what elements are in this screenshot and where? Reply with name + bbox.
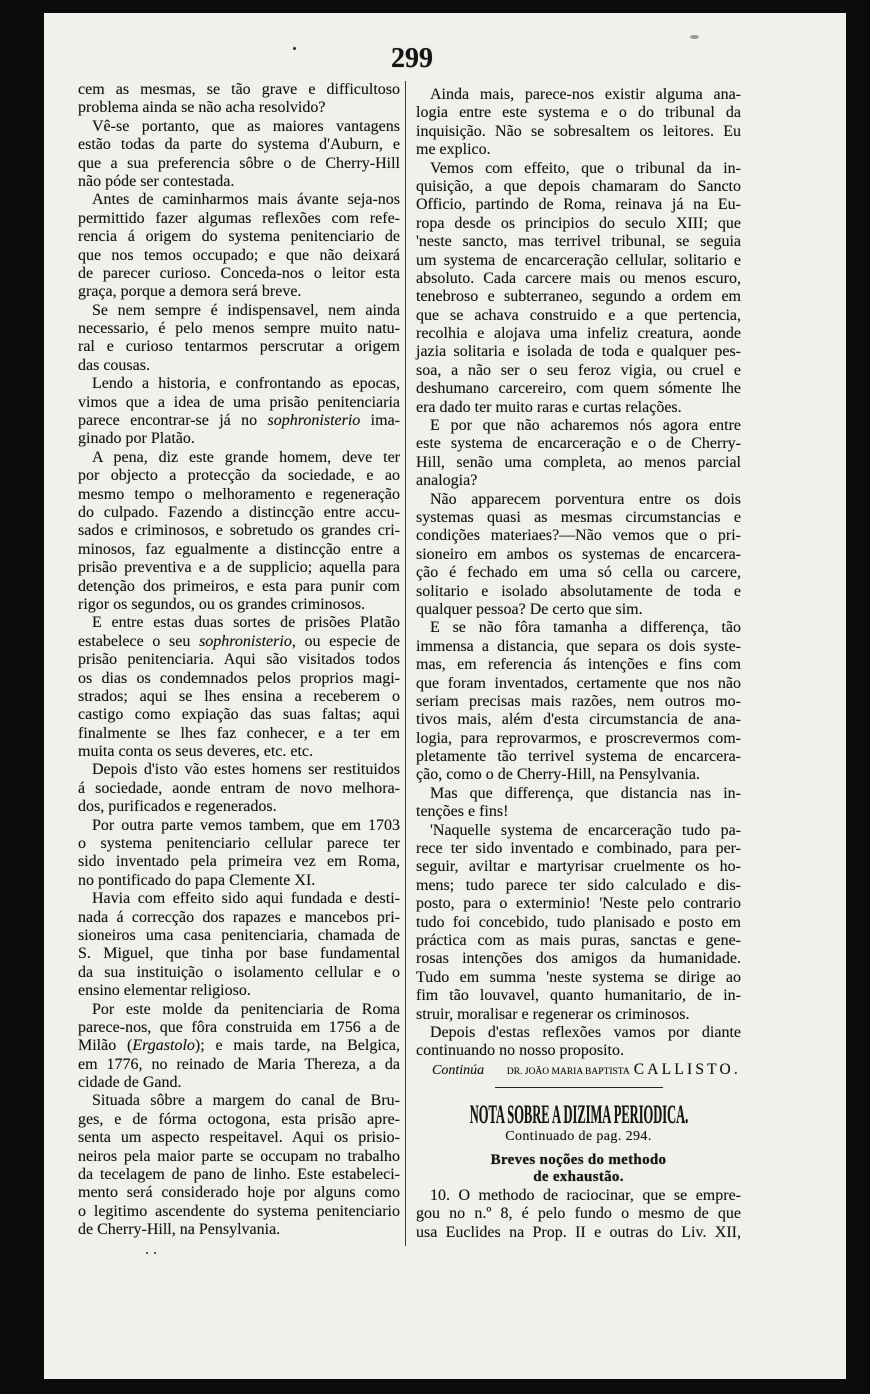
text-line: de Cherry-Hill, na Pensylvania.	[78, 1221, 281, 1239]
text-line: castigo como expiação das suas faltas; aqui	[78, 706, 400, 724]
text-line: era dado ter muito raras e curtas relações.	[416, 398, 682, 416]
text-line: qualquer pessoa? De certo que sim.	[416, 600, 643, 618]
text-line: seriam precisas mais razões, nem outros mo-	[416, 692, 741, 710]
italic-text: Ergastolo	[132, 1037, 195, 1055]
text-line: Por este molde da penitenciaria de Roma	[92, 1000, 400, 1018]
text-line: á sociedade, aonde entram de novo melhora-	[78, 779, 400, 797]
text-line: os dias os condemnados pelos proprios magi-	[78, 669, 400, 687]
text-line: E se não fôra tamanha a differença, tão	[430, 619, 741, 637]
paragraph	[416, 785, 741, 822]
text-line: Mas que differença, que distancia nas in-	[430, 784, 741, 802]
text-line: estão todas da parte do systema d'Auburn, e	[78, 136, 400, 154]
text-line: vimos que a idea de uma prisão penitenciaria	[78, 393, 400, 411]
paragraph	[78, 302, 400, 376]
text-line: ges, e de fórma octogona, esta prisão apre-	[78, 1110, 400, 1128]
text-segment: Milão (	[78, 1037, 133, 1055]
text-line: rosas intenções dos amigos da humanidade.	[416, 950, 741, 968]
text-line: ropa desde os principios do seculo XIII; que	[416, 214, 741, 232]
text-line: práctica com as mais puras, sanctas e gene-	[416, 931, 741, 949]
continued-note: Continúa	[432, 1062, 485, 1078]
text-line: Depois d'isto vão estes homens ser restituidos	[92, 761, 400, 779]
text-line: que nos temos occupado; e que não deixará	[78, 246, 400, 264]
text-line: senta um aspecto respeitavel. Aqui os prisio-	[78, 1129, 400, 1147]
text-line: de parecer curioso. Conceda-nos o leitor esta	[78, 264, 400, 282]
text-line: ral e curioso tentarmos perscrutar a origem	[78, 338, 400, 356]
text-line: da sua instituição o isolamento cellular e o	[78, 963, 400, 981]
text-line: necessario, é pelo menos sempre muito natu-	[78, 320, 400, 338]
text-line: 'neste sancto, mas terrivel tribunal, se seguia	[416, 233, 741, 251]
text-line: muita conta os seus deveres, etc. etc.	[78, 743, 314, 761]
text-line: sados e criminosos, e sobretudo os grandes cri-	[78, 522, 400, 540]
text-line: mas, em referencia ás intenções e fins com	[416, 656, 741, 674]
scan-speck	[690, 35, 699, 39]
text-line: parece-nos, que fôra construida em 1756 a de	[78, 1018, 400, 1036]
text-line: Ainda mais, parece-nos existir alguma ana-	[430, 86, 741, 103]
text-line: usa Euclides na Prop. II e outras do Liv. XII,	[416, 1223, 741, 1241]
text-segment: , ou especie de	[291, 632, 400, 650]
text-line: dos, purificados e regenerados.	[78, 798, 277, 816]
text-line: ção, como o de Cherry-Hill, na Pensylvania.	[416, 766, 700, 784]
text-line: continuando no nosso proposito.	[416, 1042, 624, 1060]
text-line	[78, 412, 400, 430]
text-line: A pena, diz este grande homem, deve ter	[92, 448, 400, 466]
text-segment: parece encontrar-se já no	[78, 412, 268, 430]
paragraph	[78, 81, 400, 118]
text-line: ção é fechado em uma só cella ou carcere,	[416, 564, 741, 582]
author-given-names: DR. JOÃO MARIA BAPTISTA	[506, 1066, 630, 1077]
article-body	[416, 86, 741, 1061]
text-line: pletamente tão terrivel systema de encarcera-	[416, 748, 741, 766]
text-line: deshumano carcereiro, com quem sómente lhe	[416, 380, 741, 398]
text-line: Havia com effeito sido aqui fundada e desti-	[92, 890, 400, 908]
text-line: 10. O methodo de raciocinar, que se empre-	[430, 1186, 741, 1204]
text-line: 'Naquelle systema de encarceração tudo pa-	[430, 821, 741, 839]
text-line: fim tão louvavel, quanto humanitario, de in-	[416, 987, 741, 1005]
paragraph	[416, 86, 741, 160]
text-line: recolhia e alojava uma infeliz creatura, aonde	[416, 325, 741, 343]
subtitle-line: Breves noções do methodo	[490, 1151, 667, 1168]
text-line: ginado por Platão.	[78, 430, 195, 448]
text-line: S. Miguel, que tinha por base fundamental	[78, 945, 400, 963]
italic-text: sophronisterio	[267, 412, 361, 430]
text-line: que se achava construido e a que pertencia,	[416, 306, 741, 324]
right-column	[416, 86, 741, 1242]
text-line: tudo foi concebido, tudo planisado e posto em	[416, 913, 741, 931]
text-line: E por que não acharemos nós agora entre	[430, 417, 741, 435]
text-line: Depois d'estas reflexões vamos por diante	[430, 1023, 741, 1041]
text-line: mens; tudo parece ter sido calculado e dis-	[416, 876, 741, 894]
text-line: finalmente se lhes faz conhecer, e a ter em	[78, 724, 400, 742]
text-line: sioneiros uma casa penitenciaria, chamada de	[78, 926, 400, 944]
text-line: sido inventado pela primeira vez em Roma,	[78, 853, 400, 871]
text-segment: estabelece o seu	[78, 632, 200, 650]
author-name	[507, 1061, 741, 1081]
text-line: posto, para o exterminio! 'Neste pelo contrario	[416, 895, 741, 913]
italic-text: sophronisterio	[199, 632, 292, 650]
text-line: o legitimo ascendente do systema penitenciario	[78, 1202, 400, 1220]
continued-from-note: Continuado de pag. 294.	[505, 1129, 652, 1145]
text-line: no pontificado do papa Clemente XI.	[78, 871, 316, 889]
text-line: que foram inventados, certamente que nos não	[416, 674, 741, 692]
text-line: strados; aqui se lhes ensina a receberem o	[78, 687, 400, 705]
text-line: Vemos com effeito, que o tribunal da in-	[430, 159, 741, 177]
paragraph	[416, 1024, 741, 1061]
text-line: por objecto a protecção da sociedade, e ao	[78, 467, 400, 485]
text-line: nada á correcção dos rapazes e mancebos pri-	[78, 908, 400, 926]
text-line: logia, para reprovarmos, e proscrevermos com-	[416, 729, 741, 747]
text-line: systemas quasi as mesmas circumstancias e	[416, 508, 741, 526]
subtitle-line: de exhaustão.	[533, 1168, 624, 1185]
column-divider	[405, 81, 406, 1246]
paragraph	[78, 614, 400, 761]
text-line: neiros pela maior parte se occupam no trabalho	[78, 1147, 400, 1165]
text-line	[78, 1037, 400, 1055]
text-line: jazia solitaria e isolada de toda e qualquer pes-	[416, 343, 741, 361]
text-line: em 1776, no reinado de Maria Thereza, a da	[78, 1055, 400, 1073]
text-line: absoluto. Cada carcere mais ou menos escuro,	[416, 269, 741, 287]
scan-speck	[293, 47, 296, 50]
text-line: Lendo a historia, e confrontando as epocas,	[92, 375, 400, 393]
text-line: graça, porque a demora será breve.	[78, 283, 302, 301]
paragraph	[78, 375, 400, 449]
paragraph	[78, 449, 400, 615]
text-line: minosos, faz egualmente a distincção entre a	[78, 540, 400, 558]
text-line: tenebroso e subterraneo, segundo a ordem em	[416, 288, 741, 306]
text-line: o systema penitenciario cellular parece ter	[78, 835, 400, 853]
text-line: não póde ser contestada.	[78, 172, 235, 190]
paragraph	[78, 191, 400, 301]
text-line: da tecelagem de pano de linho. Este estabeleci-	[78, 1166, 400, 1184]
text-line: que a sua preferencia sôbre o de Cherry-Hill	[78, 154, 400, 172]
text-line: do culpado. Fazendo a distincção entre accu-	[78, 503, 400, 521]
section-heading-text: NOTA SOBRE A DIZIMA PERIODICA.	[469, 1100, 688, 1130]
section-body	[416, 1187, 741, 1242]
article-signature	[416, 1061, 741, 1079]
text-line: soa, a não ser o seu feroz vigia, ou cruel e	[416, 361, 741, 379]
paragraph	[416, 491, 741, 620]
section-subtitle	[416, 1152, 741, 1186]
page-number: 299	[391, 43, 433, 74]
text-segment: ); e mais tarde, na Belgica,	[194, 1037, 400, 1055]
text-line: me explico.	[416, 141, 491, 159]
text-line: tivos mais, além d'esta circumstancia de ana-	[416, 711, 741, 729]
paragraph	[416, 417, 741, 491]
text-line: tenções e fins!	[416, 803, 509, 821]
paragraph	[78, 1092, 400, 1239]
text-line: prisão preventiva e a de supplicio; aquella para	[78, 559, 400, 577]
text-line: gou no n.º 8, é pelo fundo o mesmo de que	[416, 1205, 741, 1223]
paragraph	[416, 1187, 741, 1242]
text-line: Por outra parte vemos tambem, que em 1703	[92, 816, 400, 834]
section-separator	[495, 1087, 663, 1088]
text-line: mento será considerado hoje por alguns como	[78, 1184, 400, 1202]
text-line: E entre estas duas sortes de prisões Platão	[92, 614, 400, 632]
scan-speck	[154, 1252, 156, 1254]
paragraph	[78, 890, 400, 1000]
text-line: logia entre este systema e o do tribunal da	[416, 104, 741, 122]
text-line: Vê-se portanto, que as maiores vantagens	[92, 117, 400, 135]
text-line: permittido fazer algumas reflexões com refe-	[78, 209, 400, 227]
text-line: problema ainda se não acha resolvido?	[78, 99, 326, 117]
text-line: seguir, aviltar e martyrisar cruelmente os ho-	[416, 858, 741, 876]
text-line: detenção dos primeiros, e esta para punir com	[78, 577, 400, 595]
scan-speck	[146, 1252, 148, 1254]
text-line: struir, moralisar e regenerar os criminosos.	[416, 1005, 690, 1023]
text-line: Situada sôbre a margem do canal de Bru-	[92, 1092, 400, 1110]
text-line: ensino elementar religioso.	[78, 982, 251, 1000]
text-line: solitario e isolado absolutamente de toda e	[416, 582, 741, 600]
text-line: cem as mesmas, se tão grave e difficultoso	[78, 81, 400, 98]
text-line: analogia?	[416, 472, 478, 490]
text-line: immensa a distancia, que separa os dois syste-	[416, 637, 741, 655]
text-line: cidade de Gand.	[78, 1074, 182, 1092]
text-line: Tudo em summa 'neste systema se dirige ao	[416, 968, 741, 986]
text-line: este systema de encarceração e o de Cherry-	[416, 435, 741, 453]
section-heading	[416, 1100, 741, 1130]
paragraph	[416, 619, 741, 785]
paragraph	[78, 118, 400, 192]
text-line: um systema de encarceração cellular, solitario e	[416, 251, 741, 269]
text-line: das cousas.	[78, 356, 150, 374]
text-line: Antes de caminharmos mais ávante seja-nos	[92, 191, 400, 209]
paragraph	[78, 1001, 400, 1093]
newspaper-page	[44, 13, 846, 1379]
paragraph	[416, 160, 741, 417]
text-line: inquisição. Não se sobresaltem os leitores. Eu	[416, 122, 741, 140]
text-line: rigor os segundos, ou os grandes criminosos.	[78, 595, 366, 613]
text-line: sioneiro em ambos os systemas de encarcera-	[416, 545, 741, 563]
text-line	[78, 633, 400, 651]
paragraph	[78, 761, 400, 816]
text-line: Se nem sempre é indispensavel, nem ainda	[92, 301, 400, 319]
paragraph	[78, 817, 400, 891]
text-line: condições materiaes?—Não vemos que o pri-	[416, 527, 741, 545]
paragraph	[416, 822, 741, 1024]
text-line: Officio, partindo de Roma, reinava já na Eu-	[416, 196, 741, 214]
text-line: quisição, a que depois chamaram do Sancto	[416, 177, 741, 195]
author-surname: CALLISTO.	[633, 1060, 741, 1078]
text-line: rece ter sido inventado e combinado, para per-	[416, 840, 741, 858]
text-line: mesmo tempo o melhoramento e regeneração	[78, 485, 400, 503]
text-line: Não apparecem porventura entre os dois	[430, 490, 741, 508]
text-line: rencia á origem do systema penitenciario de	[78, 228, 400, 246]
text-segment: ima-	[360, 412, 400, 430]
text-line: Hill, senão uma completa, ao menos parcial	[416, 453, 741, 471]
left-column	[78, 81, 400, 1240]
text-line: prisão penitenciaria. Aqui são visitados todos	[78, 651, 400, 669]
